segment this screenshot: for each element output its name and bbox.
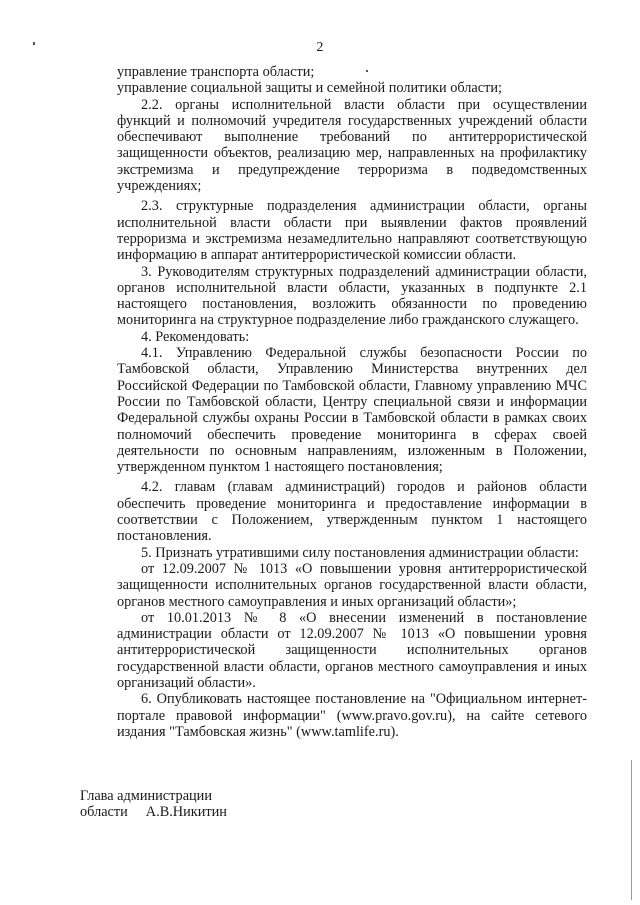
page-number: 2 [316,40,324,55]
paragraph-social: управление социальной защиты и семейной политики области; [117,80,502,97]
document-body [117,64,587,740]
paragraph-5-item-2: от 10.01.2013 № 8 «О внесении изменений в постановление администрации области от 12.09.2007 № 1013 «О повышении уровня антитеррористической защищенности исполнительных органов государственной власти области, органов местного самоуправления и иных организаций области». [117,609,587,691]
paragraph-4: 4. Рекомендовать: [141,328,250,345]
paragraph-2-3: 2.3. структурные подразделения администрации области, органы исполнительной власти области при выявлении фактов проявлений терроризма и экстремизма незамедлительно направляют соответствующую информацию в аппарат антитеррористической комиссии области. [117,198,587,264]
paragraph-5: 5. Признать утратившими силу постановления администрации области: [141,544,579,561]
paragraph-4-1: 4.1. Управлению Федеральной службы безопасности России по Тамбовской области, Управлению Министерства внутренних дел Российской Федерации по Тамбовской области, Главному управлению МЧС России по Тамбовской области, Центру специальной связи и информации Федеральной службы охраны России в Тамбовской области в рамках своих полномочий обеспечить проведение мониторинга в сферах своей деятельности по основным направлениям, изложенным в Положении, утвержденном пунктом 1 настоящего постановления; [117,345,587,476]
paragraph-5-item-1: от 12.09.2007 № 1013 «О повышении уровня антитеррористической защищенности исполнительных органов государственной власти области, органов местного самоуправления и иных организаций области»; [117,560,587,610]
scan-mark-right-edge [631,760,632,900]
paragraph-transport: управление транспорта области; [117,64,315,80]
scan-mark-left [33,42,35,45]
signature-title: Глава администрации [80,788,212,804]
scan-mark-top [366,70,368,72]
paragraph-6: 6. Опубликовать настоящее постановление на "Официальном интернет-портале правовой информации" (www.pravo.gov.ru), на сайте сетевого издания "Тамбовская жизнь" (www.tamlife.ru). [117,691,587,740]
signature-region: области [80,804,128,821]
paragraph-2-2: 2.2. органы исполнительной власти области при осуществлении функций и полномочий учредителя государственных учреждений области обеспечивают выполнение требований по антитеррористической защищенности объектов, реализацию мер, направленных на профилактику экстремизма и предупреждение терроризма в подведомственных учреждениях; [117,96,587,195]
paragraph-3: 3. Руководителям структурных подразделений администрации области, органов исполнительной власти области, указанных в подпункте 2.1 настоящего постановления, возложить обязанности по проведению мониторинга на структурное подразделение либо гражданского служащего. [117,263,587,329]
signature-block [80,788,227,821]
signature-row [80,804,227,820]
paragraph-4-2: 4.2. главам (главам администраций) городов и районов области обеспечить проведение мониторинга и предоставление информации в соответствии с Положением, утвержденным пунктом 1 настоящего постановления. [117,479,587,545]
signature-name: А.В.Никитин [145,804,227,821]
